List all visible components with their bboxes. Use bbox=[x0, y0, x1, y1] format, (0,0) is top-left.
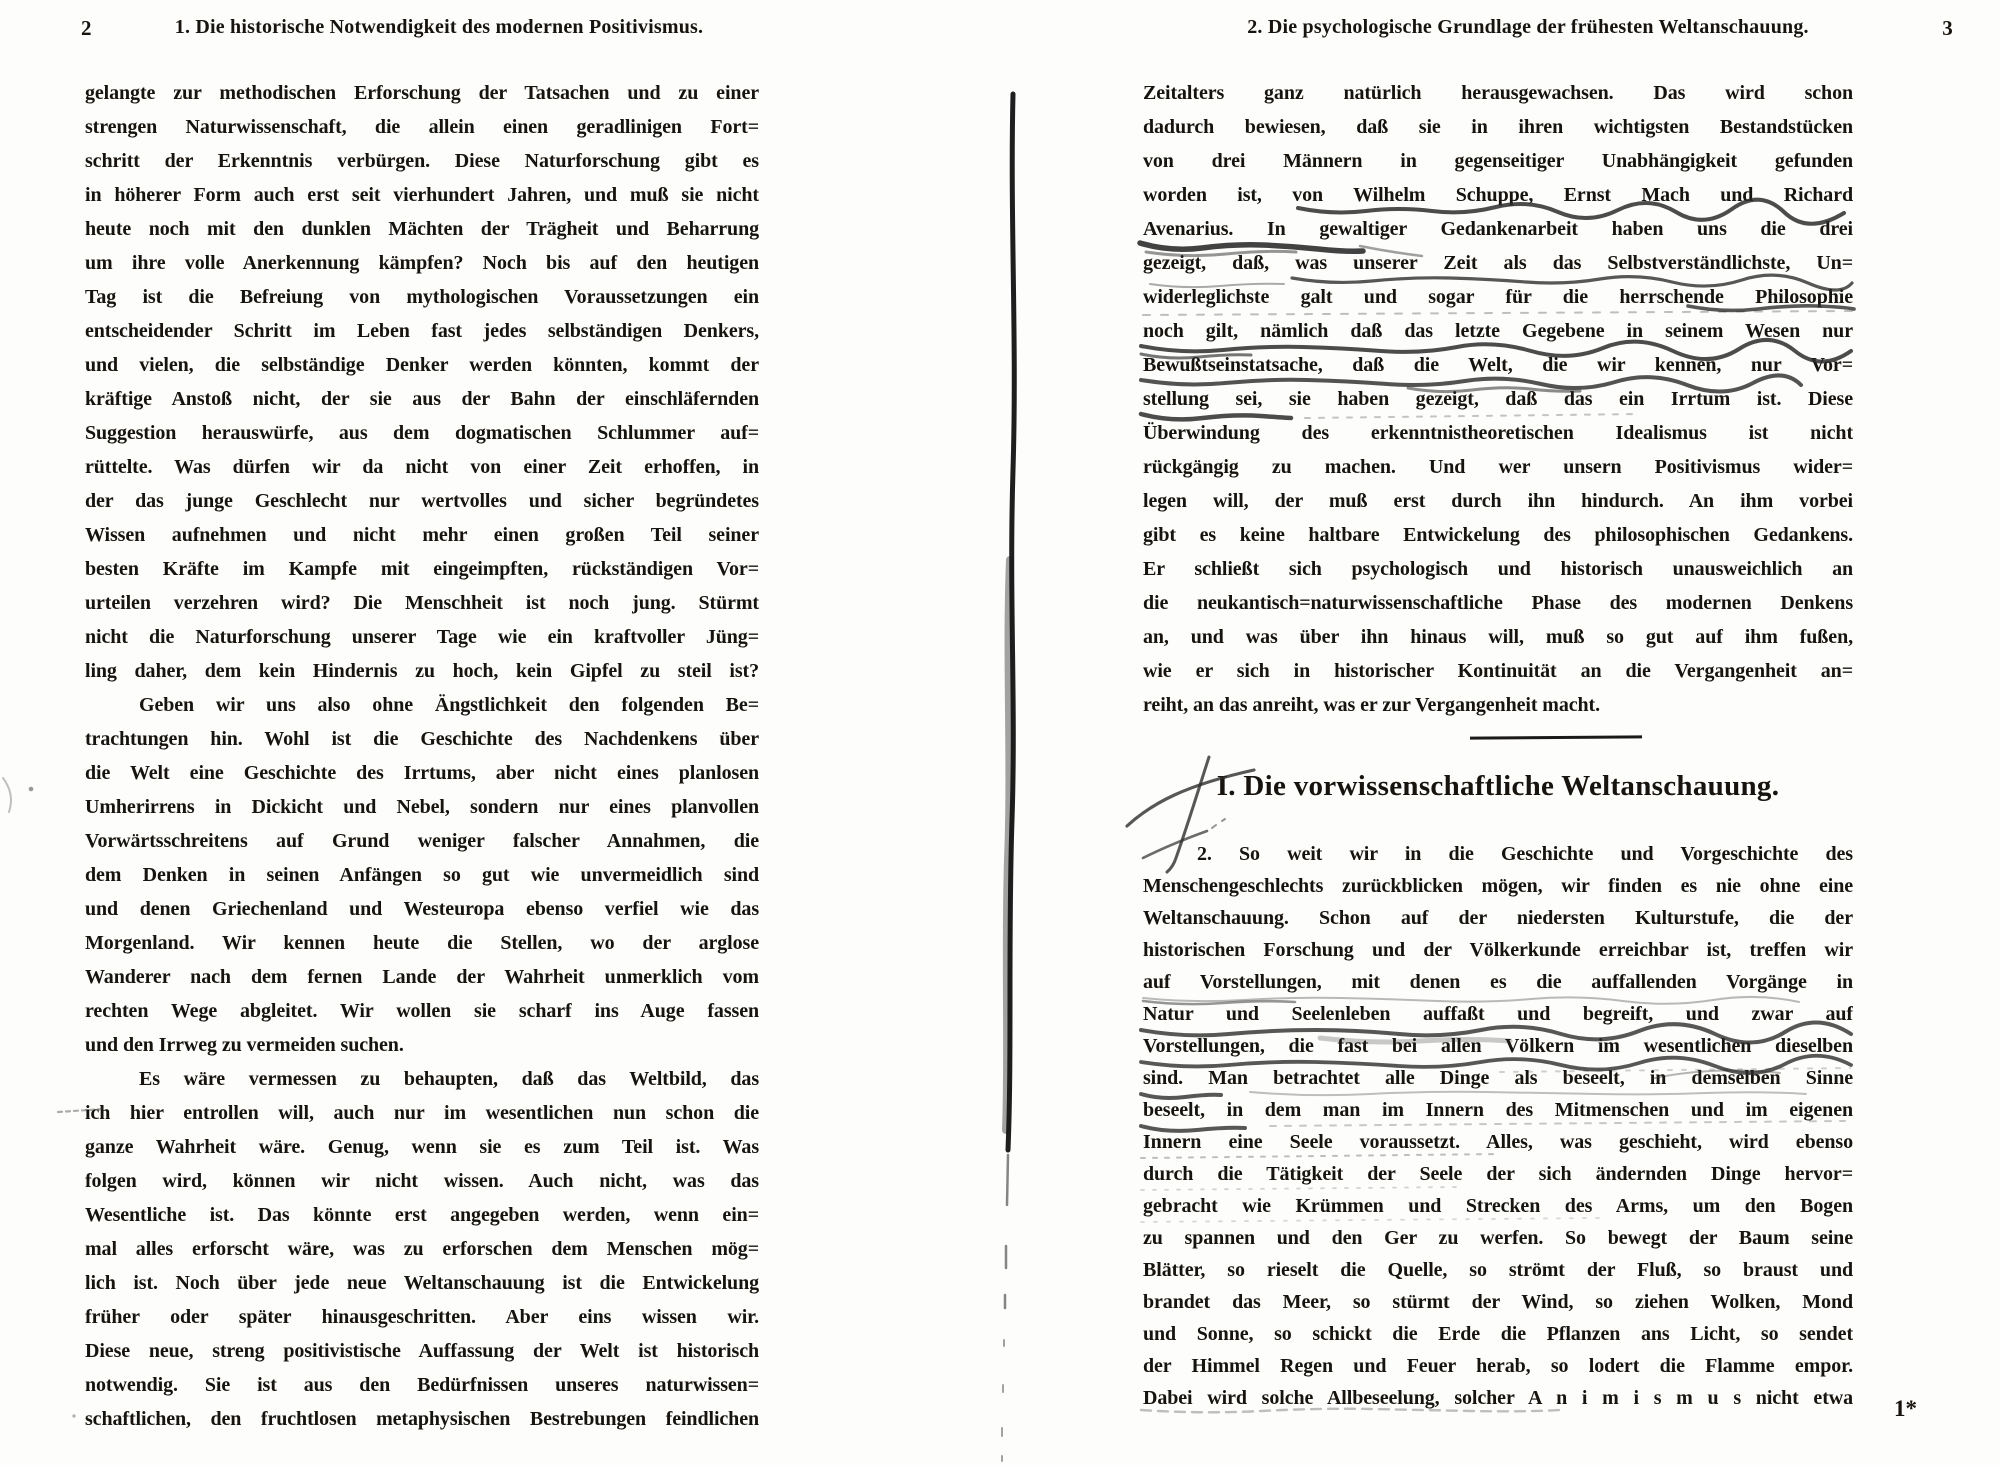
text-line: dem Denken in seinen Anfängen so gut wie unvermeidlich sind bbox=[85, 864, 759, 886]
text-line: kräftige Anstoß nicht, der sie aus der Bahn der einschläfernden bbox=[85, 388, 759, 410]
text-line: rechten Wege abgleitet. Wir wollen sie scharf ins Auge fassen bbox=[85, 1000, 759, 1022]
text-line: Überwindung des erkenntnistheoretischen Idealismus ist nicht bbox=[1143, 422, 1853, 444]
text-line: der Himmel Regen und Feuer herab, so lodert die Flamme empor. bbox=[1143, 1355, 1853, 1377]
text-line: Blätter, so rieselt die Quelle, so strömt der Fluß, so braust und bbox=[1143, 1259, 1853, 1281]
gutter-binding-tail bbox=[1005, 1155, 1008, 1308]
text-line: historischen Forschung und der Völkerkunde erreichbar ist, treffen wir bbox=[1143, 939, 1853, 961]
section-heading: I. Die vorwissenschaftliche Weltanschauung. bbox=[1216, 770, 1780, 802]
text-line: Wissen aufnehmen und nicht mehr einen großen Teil seiner bbox=[85, 524, 759, 546]
text-line: legen will, der muß erst durch ihn hindurch. An ihm vorbei bbox=[1143, 490, 1853, 512]
text-line: urteilen verzehren wird? Die Menschheit ist noch jung. Stürmt bbox=[85, 592, 759, 614]
text-line: Wanderer nach dem fernen Lande der Wahrheit unmerklich vom bbox=[85, 966, 759, 988]
text-line: und vielen, die selbständige Denker werden könnten, kommt der bbox=[85, 354, 759, 376]
text-line: 2. So weit wir in die Geschichte und Vorgeschichte des bbox=[1197, 843, 1853, 865]
right-page-number: 3 bbox=[1942, 16, 1953, 40]
text-line: Diese neue, streng positivistische Auffassung der Welt ist historisch bbox=[85, 1340, 759, 1362]
left-running-title: 1. Die historische Notwendigkeit des modernen Positivismus. bbox=[174, 16, 704, 38]
text-line: gelangte zur methodischen Erforschung der Tatsachen und zu einer bbox=[85, 82, 759, 104]
text-line: entscheidender Schritt im Leben fast jedes selbständigen Denkers, bbox=[85, 320, 759, 342]
text-line: Innern eine Seele voraussetzt. Alles, was geschieht, wird ebenso bbox=[1143, 1131, 1853, 1153]
text-line: Es wäre vermessen zu behaupten, daß das Weltbild, das bbox=[139, 1068, 759, 1090]
text-line: auf Vorstellungen, mit denen es die auffallenden Vorgänge in bbox=[1143, 971, 1853, 993]
text-line: notwendig. Sie ist aus den Bedürfnissen unseres naturwissen= bbox=[85, 1374, 759, 1396]
text-line: und denen Griechenland und Westeuropa ebenso verfiel wie das bbox=[85, 898, 759, 920]
text-line: Umherirrens in Dickicht und Nebel, sondern nur eines planvollen bbox=[85, 796, 759, 818]
text-line: Morgenland. Wir kennen heute die Stellen, wo der arglose bbox=[85, 932, 759, 954]
text-line: Er schließt sich psychologisch und historisch unausweichlich an bbox=[1143, 558, 1853, 580]
left-running-head bbox=[81, 16, 759, 40]
gutter-binding-shadow bbox=[1008, 94, 1014, 1150]
text-line: wie er sich in historischer Kontinuität an die Vergangenheit an= bbox=[1143, 660, 1853, 682]
text-line: zu spannen und den Ger zu werfen. So bewegt der Baum seine bbox=[1143, 1227, 1853, 1249]
left-margin-dot bbox=[29, 787, 34, 792]
text-line: besten Kräfte im Kampfe mit eingeimpften, rückständigen Vor= bbox=[85, 558, 759, 580]
paragraph-pencil-dots bbox=[1212, 819, 1225, 828]
text-line: gibt es keine haltbare Entwickelung des philosophischen Gedankens. bbox=[1143, 524, 1853, 546]
text-line: gezeigt, daß, was unserer Zeit als das Selbstverständlichste, Un= bbox=[1143, 252, 1853, 274]
text-line: der das junge Geschlecht nur wertvolles und sicher begründetes bbox=[85, 490, 759, 512]
text-line: folgen wird, können wir nicht wissen. Auch nicht, was das bbox=[85, 1170, 759, 1192]
right-page-text-top bbox=[1143, 76, 1853, 722]
right-running-head bbox=[1143, 16, 1953, 39]
text-line: Geben wir uns also ohne Ängstlichkeit den folgenden Be= bbox=[139, 694, 759, 716]
text-line: Dabei wird solche Allbeseelung, solcher A n i m i s m u s nicht etwa bbox=[1143, 1387, 1853, 1409]
text-line: schaftlichen, den fruchtlosen metaphysischen Bestrebungen feindlichen bbox=[85, 1408, 759, 1430]
text-line: Bewußtseinstatsache, daß die Welt, die wir kennen, nur Vor= bbox=[1143, 354, 1853, 376]
left-bottom-dot bbox=[72, 1414, 75, 1417]
gutter-binding-dots bbox=[1002, 1340, 1004, 1461]
right-running-title: 2. Die psychologische Grundlage der frühesten Weltanschauung. bbox=[1247, 16, 1809, 38]
text-line: nicht die Naturforschung unserer Tage wie ein kraftvoller Jüng= bbox=[85, 626, 759, 648]
text-line: schritt der Erkenntnis verbürgen. Diese Naturforschung gibt es bbox=[85, 150, 759, 172]
text-line: sind. Man betrachtet alle Dinge als beseelt, in demselben Sinne bbox=[1143, 1067, 1853, 1089]
text-line: und den Irrweg zu vermeiden suchen. bbox=[85, 1034, 404, 1056]
text-line: rückgängig zu machen. Und wer unsern Positivismus wider= bbox=[1143, 456, 1853, 478]
text-line: Zeitalters ganz natürlich herausgewachsen. Das wird schon bbox=[1143, 82, 1853, 104]
text-line: Weltanschauung. Schon auf der niedersten Kulturstufe, die der bbox=[1143, 907, 1853, 929]
text-line: Tag ist die Befreiung von mythologischen Voraussetzungen ein bbox=[85, 286, 759, 308]
text-line: Avenarius. In gewaltiger Gedankenarbeit haben uns die drei bbox=[1143, 218, 1853, 240]
text-line: noch gilt, nämlich daß das letzte Gegebene in seinem Wesen nur bbox=[1143, 320, 1853, 342]
text-line: stellung sei, sie haben gezeigt, daß das ein Irrtum ist. Diese bbox=[1143, 388, 1853, 410]
text-line: um ihre volle Anerkennung kämpfen? Noch bis auf den heutigen bbox=[85, 252, 759, 274]
text-line: die neukantisch=naturwissenschaftliche Phase des modernen Denkens bbox=[1143, 592, 1853, 614]
right-page-text-bottom bbox=[1143, 838, 1853, 1414]
text-line: ling daher, dem kein Hindernis zu hoch, kein Gipfel zu steil ist? bbox=[85, 660, 759, 682]
text-line: Natur und Seelenleben auffaßt und begreift, und zwar auf bbox=[1143, 1003, 1853, 1025]
text-line: ganze Wahrheit wäre. Genug, wenn sie es zum Teil ist. Was bbox=[85, 1136, 759, 1158]
text-line: lich ist. Noch über jede neue Weltanschauung ist die Entwickelung bbox=[85, 1272, 759, 1294]
text-line: durch die Tätigkeit der Seele der sich ändernden Dinge hervor= bbox=[1143, 1163, 1853, 1185]
text-line: und Sonne, so schickt die Erde die Pflanzen ans Licht, so sendet bbox=[1143, 1323, 1853, 1345]
gutter-binding-smear bbox=[1006, 560, 1010, 1130]
left-page-text bbox=[85, 76, 759, 1436]
section-divider bbox=[1470, 735, 1642, 739]
signature-mark: 1* bbox=[1894, 1396, 1917, 1421]
text-line: rüttelte. Was dürfen wir da nicht von einer Zeit erhoffen, in bbox=[85, 456, 759, 478]
left-edge-curl bbox=[3, 778, 11, 812]
text-line: reiht, an das anreiht, was er zur Vergangenheit macht. bbox=[1143, 694, 1601, 716]
text-line: Suggestion herauswürfe, aus dem dogmatischen Schlummer auf= bbox=[85, 422, 759, 444]
text-line: widerleglichste galt und sogar für die herrschende Philosophie bbox=[1143, 286, 1853, 308]
text-line: mal alles erforscht wäre, was zu erforschen dem Menschen mög= bbox=[85, 1238, 759, 1260]
text-line: von drei Männern in gegenseitiger Unabhängigkeit gefunden bbox=[1143, 150, 1853, 172]
text-line: Wesentliche ist. Das könnte erst angegeben werden, wenn ein= bbox=[85, 1204, 759, 1226]
text-line: früher oder später hinausgeschritten. Aber eins wissen wir. bbox=[85, 1306, 759, 1328]
text-line: dadurch bewiesen, daß sie in ihren wichtigsten Bestandstücken bbox=[1143, 116, 1853, 138]
text-line: Vorwärtsschreitens auf Grund weniger falscher Annahmen, die bbox=[85, 830, 759, 852]
text-line: beseelt, in dem man im Innern des Mitmenschen und im eigenen bbox=[1143, 1099, 1853, 1121]
text-line: gebracht wie Krümmen und Strecken des Arms, um den Bogen bbox=[1143, 1195, 1853, 1217]
text-line: Menschengeschlechts zurückblicken mögen, wir finden es nie ohne eine bbox=[1143, 875, 1853, 897]
text-line: brandet das Meer, so stürmt der Wind, so ziehen Wolken, Mond bbox=[1143, 1291, 1853, 1313]
text-line: Vorstellungen, die fast bei allen Völkern im wesentlichen dieselben bbox=[1143, 1035, 1853, 1057]
left-page-number: 2 bbox=[81, 16, 92, 40]
text-line: trachtungen hin. Wohl ist die Geschichte des Nachdenkens über bbox=[85, 728, 759, 750]
text-line: ich hier entrollen will, auch nur im wesentlichen nun schon die bbox=[85, 1102, 759, 1124]
text-line: in höherer Form auch erst seit vierhundert Jahren, und muß sie nicht bbox=[85, 184, 759, 206]
text-line: strengen Naturwissenschaft, die allein einen geradlinigen Fort= bbox=[85, 116, 759, 138]
text-line: heute noch mit den dunklen Mächten der Trägheit und Beharrung bbox=[85, 218, 759, 240]
text-line: worden ist, von Wilhelm Schuppe, Ernst Mach und Richard bbox=[1143, 184, 1853, 206]
text-line: an, und was über ihn hinaus will, muß so gut auf ihm fußen, bbox=[1143, 626, 1853, 648]
text-line: die Welt eine Geschichte des Irrtums, aber nicht eines planlosen bbox=[85, 762, 759, 784]
